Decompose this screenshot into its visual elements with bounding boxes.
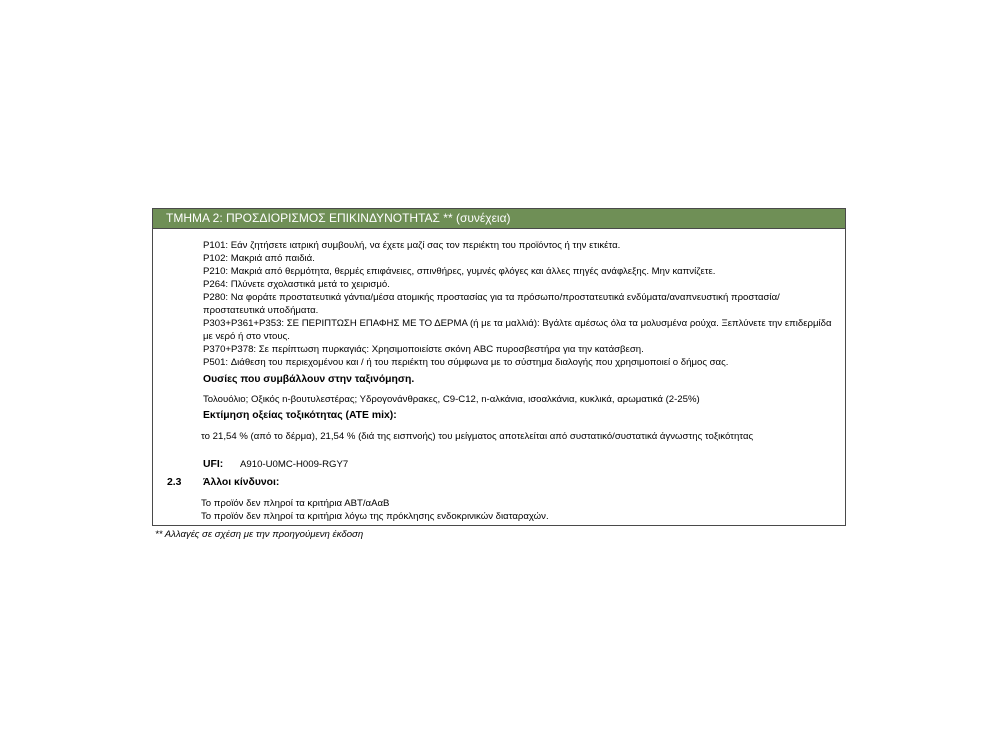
p-statement-p102: P102: Μακριά από παιδιά. [203,253,315,264]
ate-heading: Εκτίμηση οξείας τοξικότητας (ATE mix): [203,410,397,421]
ufi-label: UFI: [203,459,224,470]
revision-footnote: ** Αλλαγές σε σχέση με την προηγούμενη έκδοση [155,529,364,540]
substances-heading: Ουσίες που συμβάλλουν στην ταξινόμηση. [203,374,415,385]
p-statement-p280: P280: Να φοράτε προστατευτικά γάντια/μέσα ατομικής προστασίας για τα πρόσωπο/προστατευτικά ενδύματα/αναπνευστική προστασία/προστατευτικά υποδήματα. [203,292,780,316]
ufi-value: A910-U0MC-H009-RGY7 [240,459,349,470]
section-2-box [152,208,846,526]
p-statement-p101: P101: Εάν ζητήσετε ιατρική συμβουλή, να έχετε μαζί σας τον περιέκτη του προϊόντος ή την ετικέτα. [203,240,621,251]
precautionary-statements [203,239,833,369]
other-hazards-line-2: Το προϊόν δεν πληροί τα κριτήρια λόγω της πρόκλησης ενδοκρινικών διαταραχών. [201,511,549,522]
other-hazards-heading: Άλλοι κίνδυνοι: [203,477,280,488]
section-header: ΤΜΗΜΑ 2: ΠΡΟΣΔΙΟΡΙΣΜΟΣ ΕΠΙΚΙΝΔΥΝΟΤΗΤΑΣ ** (συνέχεια) [153,209,845,229]
section-number-2-3: 2.3 [167,477,182,488]
p-statement-p264: P264: Πλύνετε σχολαστικά μετά το χειρισμό. [203,279,390,290]
p-statement-p370: P370+P378: Σε περίπτωση πυρκαγιάς: Χρησιμοποιείστε σκόνη ABC πυροσβεστήρα για την κατάσβεση. [203,344,644,355]
substances-text: Τολουόλιο; Οξικός n-βουτυλεστέρας; Υδρογονάνθρακες, C9-C12, n-αλκάνια, ισοαλκάνια, κυκλικά, αρωματικά (2-25%) [203,394,700,405]
p-statement-p303: P303+P361+P353: ΣΕ ΠΕΡΙΠΤΩΣΗ ΕΠΑΦΗΣ ΜΕ ΤΟ ΔΕΡΜΑ (ή με τα μαλλιά): Βγάλτε αμέσως όλα τα μολυσμένα ρούχα. Ξεπλύνετε την επιδερμίδα με νερό ή στο ντους. [203,318,832,342]
other-hazards-line-1: Το προϊόν δεν πληροί τα κριτήρια ΑΒΤ/αΑαΒ [201,498,390,509]
p-statement-p501: P501: Διάθεση του περιεχομένου και / ή του περιέκτη του σύμφωνα με το σύστημα διαλογής που χρησιμοποιεί ο δήμος σας. [203,357,729,368]
p-statement-p210: P210: Μακριά από θερμότητα, θερμές επιφάνειες, σπινθήρες, γυμνές φλόγες και άλλες πηγές ανάφλεξης. Μην καπνίζετε. [203,266,716,277]
ate-text: το 21,54 % (από το δέρμα), 21,54 % (διά της εισπνοής) του μείγματος αποτελείται από συστατικό/συστατικά άγνωστης τοξικότητας [201,431,754,442]
